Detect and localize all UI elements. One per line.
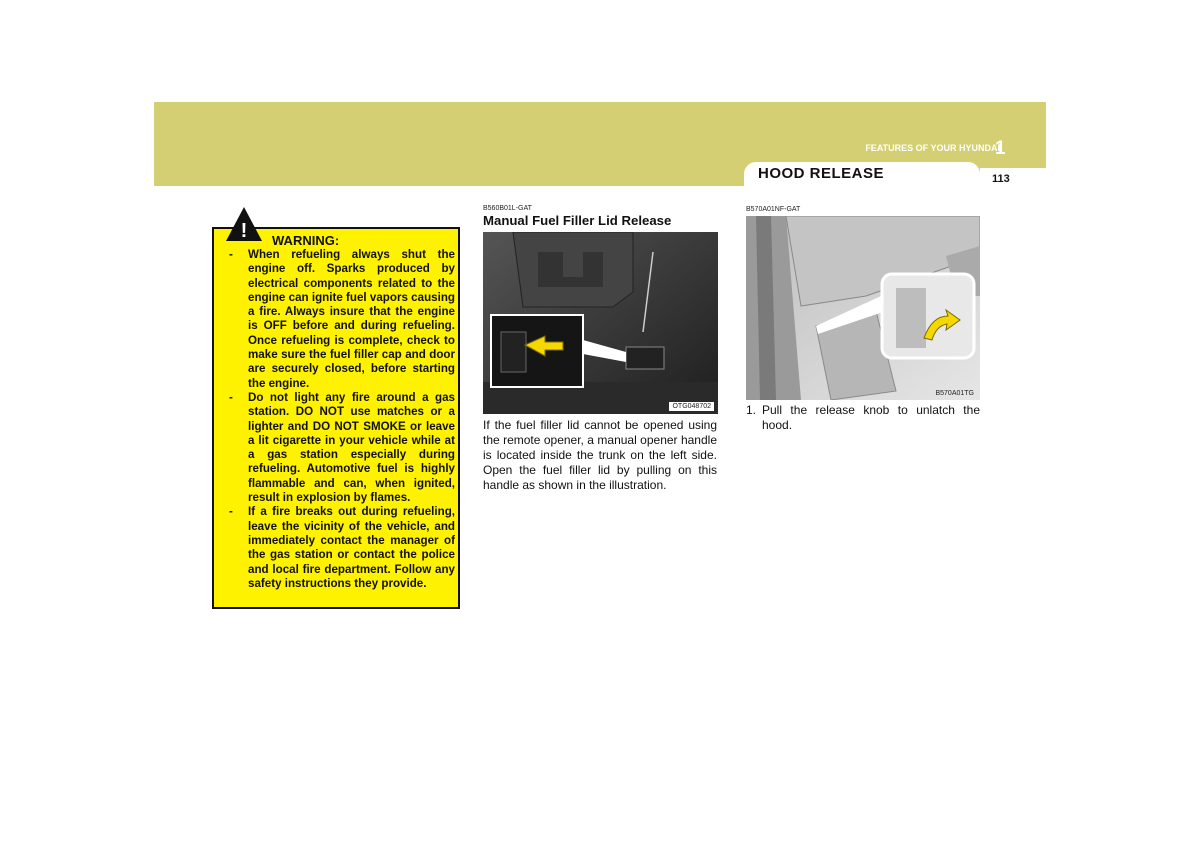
section-tab xyxy=(744,162,980,186)
fuel-section-heading: Manual Fuel Filler Lid Release xyxy=(483,213,672,228)
warning-item: - If a fire breaks out during refueling, leave the vicinity of the vehicle, and immediately contact the manager of the gas station or contact the police and local fire department. Follow any safety instructions they provide. xyxy=(229,505,455,590)
warning-item: - Do not light any fire around a gas station. DO NOT use matches or a lighter and DO NOT SMOKE or leave a lit cigarette in your vehicle while at a gas station especially during refueling. Automotive fuel is highly flammable and can, when ignited, result in explosion by flames. xyxy=(229,390,455,505)
chapter-title: FEATURES OF YOUR HYUNDAI xyxy=(865,143,1000,153)
exclamation-triangle-icon xyxy=(225,206,263,242)
header-cut xyxy=(980,168,1046,186)
hood-section-code: B570A01NF-GAT xyxy=(746,206,801,213)
fuel-section-code: B560B01L-GAT xyxy=(483,205,532,212)
warning-item: - When refueling always shut the engine off. Sparks produced by electrical components related to the engine can ignite fuel vapors causing a fire. Always insure that the engine is OFF before and during refueling. Once refueling is complete, check to make sure the fuel filler cap and door are securely closed, before starting the engine. xyxy=(229,248,455,390)
hood-image-label: B570A01TG xyxy=(935,390,974,397)
section-title: HOOD RELEASE xyxy=(758,165,885,182)
svg-text:!: ! xyxy=(240,220,248,242)
fuel-section-body: If the fuel filler lid cannot be opened using the remote opener, a manual opener handle is located inside the trunk on the left side. Open the fuel filler lid by pulling on this handle as shown in the illustration. xyxy=(483,418,717,492)
hood-release-photo xyxy=(746,216,980,400)
trunk-interior-illustration xyxy=(483,232,718,414)
warning-title: WARNING: xyxy=(272,233,340,248)
fuel-image-label: OTG048702 xyxy=(669,402,714,411)
hood-step-number: 1. xyxy=(746,403,757,417)
page-number: 113 xyxy=(992,173,1010,185)
hood-step-text: Pull the release knob to unlatch the hood. xyxy=(762,403,980,432)
footwell-illustration xyxy=(746,216,980,400)
chapter-number: 1 xyxy=(995,138,1006,159)
fuel-lid-photo xyxy=(483,232,718,414)
warning-list xyxy=(229,248,455,591)
